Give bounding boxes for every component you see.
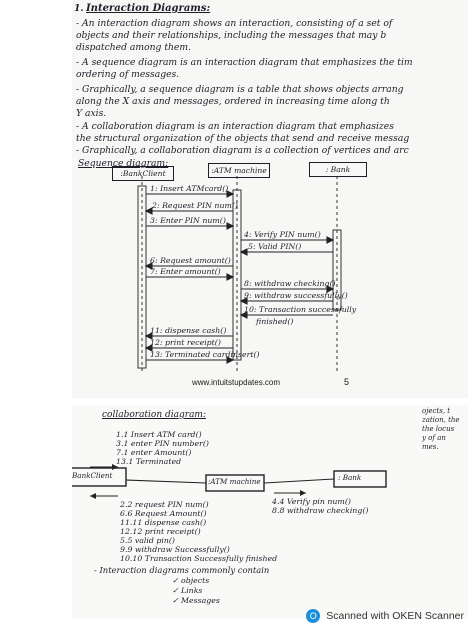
message-label: 2.2 request PIN num() bbox=[120, 500, 209, 509]
side-fragment: zation, the bbox=[422, 416, 460, 424]
subheading: Sequence diagram: bbox=[78, 158, 169, 169]
body-line: Y axis. bbox=[76, 108, 107, 119]
message-label: 4.4 Verify pin num() bbox=[272, 497, 351, 506]
object-label: :ATM machine bbox=[208, 477, 261, 486]
message-label: 1.1 Insert ATM card() bbox=[116, 430, 202, 439]
closing-item: ✓ Messages bbox=[172, 596, 220, 605]
message-label: 12.12 print receipt() bbox=[120, 527, 201, 536]
message-label: 9.9 withdraw Successfully() bbox=[120, 545, 230, 554]
message-label: 10.10 Transaction Successfully finished bbox=[120, 554, 278, 563]
side-fragment: ojects, t bbox=[422, 407, 451, 415]
message-label: 4: Verify PIN num() bbox=[244, 230, 321, 239]
message-label: 3: Enter PIN num() bbox=[150, 216, 226, 225]
closing-item: ✓ Links bbox=[172, 586, 203, 595]
message-label: 13: Terminated cardinsert() bbox=[150, 350, 260, 359]
object-label: BankClient bbox=[72, 471, 113, 480]
body-line: ordering of messages. bbox=[76, 69, 180, 80]
message-label: 8.8 withdraw checking() bbox=[272, 506, 369, 515]
body-line: dispatched among them. bbox=[76, 42, 192, 53]
body-line: - Graphically, a sequence diagram is a table that shows objects arrang bbox=[76, 84, 404, 95]
closing-item: ✓ objects bbox=[172, 576, 210, 585]
side-fragment: mes. bbox=[422, 443, 439, 451]
object-box: :ATM machine bbox=[208, 163, 270, 178]
scanner-label: Scanned with OKEN Scanner bbox=[326, 610, 464, 622]
object-label: : Bank bbox=[338, 473, 362, 482]
collab-heading: collaboration diagram: bbox=[102, 410, 207, 420]
object-box: :BankClient bbox=[112, 166, 174, 181]
section-number: 1. bbox=[74, 3, 84, 14]
message-label: 6.6 Request Amount() bbox=[120, 509, 207, 518]
body-line: - A sequence diagram is an interaction diagram that emphasizes the tim bbox=[76, 57, 413, 68]
body-line: - A collaboration diagram is an interaction diagram that emphasizes bbox=[76, 121, 394, 132]
message-label: 8: withdraw checking() bbox=[244, 279, 336, 288]
message-label: 5: Valid PIN() bbox=[248, 242, 302, 251]
side-fragment: y of an bbox=[422, 434, 446, 442]
message-label: 5.5 valid pin() bbox=[120, 536, 175, 545]
scanner-footer bbox=[306, 606, 464, 626]
body-line: along the X axis and messages, ordered in increasing time along th bbox=[76, 96, 390, 107]
section-heading: Interaction Diagrams: bbox=[86, 3, 211, 14]
message-label: 1: Insert ATMcard() bbox=[150, 184, 229, 193]
body-line: the structural organization of the objects that send and receive messag bbox=[76, 133, 410, 144]
message-label: 13.1 Terminated bbox=[116, 457, 182, 466]
body-line: - Graphically, a collaboration diagram is a collection of vertices and arc bbox=[76, 145, 409, 156]
message-label: 11: dispense cash() bbox=[150, 326, 227, 335]
scanner-logo-icon: O bbox=[306, 609, 320, 623]
closing-heading: - Interaction diagrams commonly contain bbox=[94, 565, 270, 575]
notes-page-2 bbox=[72, 405, 468, 618]
message-label: 7.1 enter Amount() bbox=[116, 448, 192, 457]
message-label: 12: print receipt() bbox=[150, 338, 221, 347]
body-line: - An interaction diagram shows an interaction, consisting of a set of bbox=[76, 18, 393, 29]
object-box: : Bank bbox=[309, 162, 367, 177]
message-label: 7: Enter amount() bbox=[150, 267, 221, 276]
message-label: 6: Request amount() bbox=[150, 256, 231, 265]
website-watermark: www.intuitstupdates.com bbox=[192, 378, 281, 387]
notes-page-1 bbox=[72, 0, 468, 398]
body-line: objects and their relationships, including the messages that may b bbox=[76, 30, 387, 41]
message-label: 2: Request PIN num() bbox=[152, 201, 238, 210]
message-label: 9: withdraw successfully() bbox=[244, 291, 348, 300]
message-label: finished() bbox=[256, 317, 294, 326]
message-label: 3.1 enter PIN number() bbox=[116, 439, 209, 448]
side-fragment: the locus bbox=[422, 425, 455, 433]
message-label: 11.11 dispense cash() bbox=[120, 518, 207, 527]
page-number: 5 bbox=[344, 377, 350, 387]
message-label: 10: Transaction successfully bbox=[244, 305, 357, 314]
